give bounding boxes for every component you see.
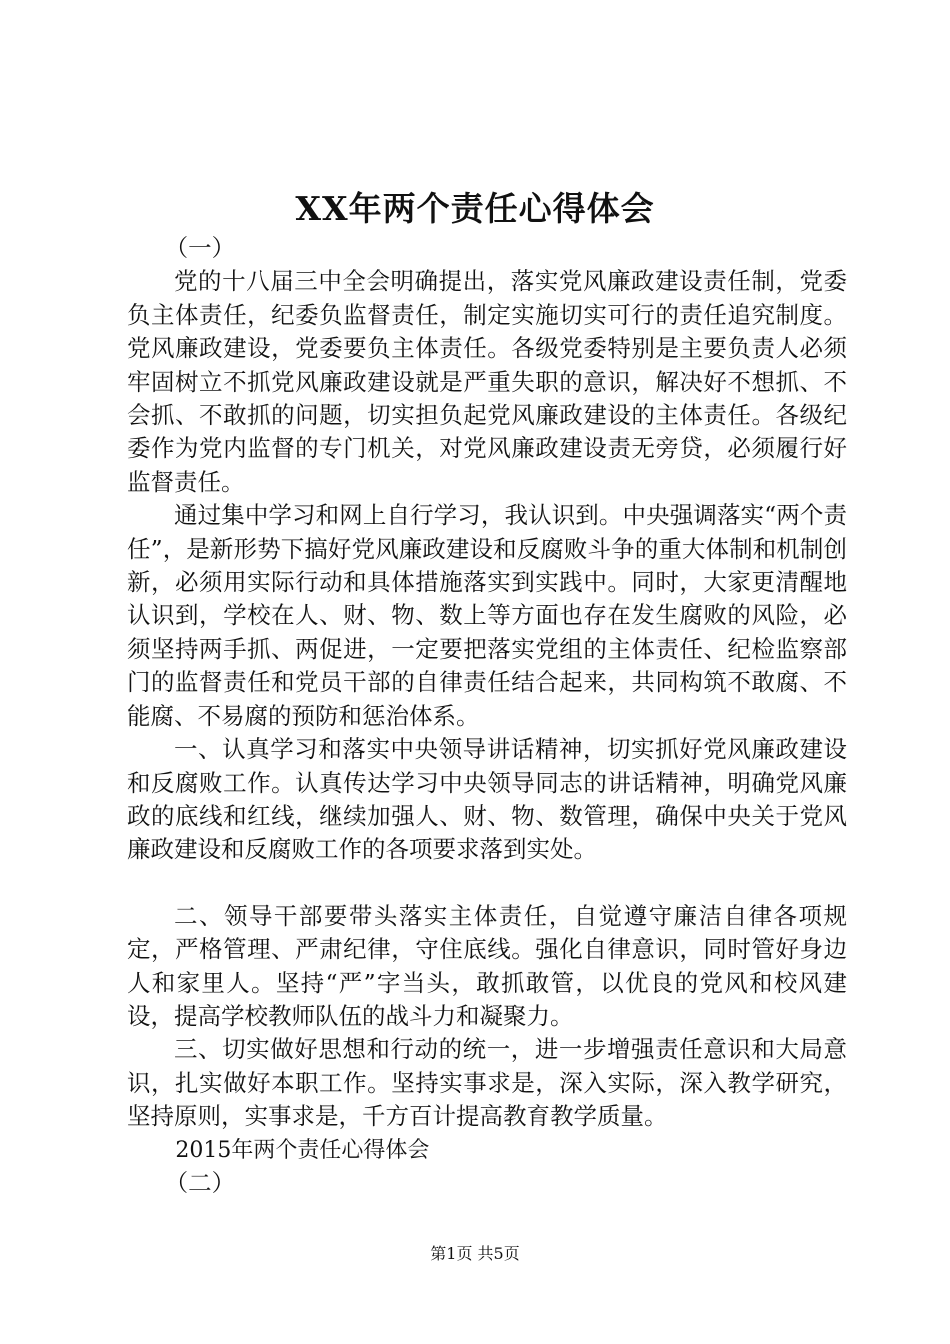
paragraph-gap xyxy=(127,867,847,900)
section-two-title: 2015年两个责任心得体会 xyxy=(175,1137,430,1163)
paragraph-4: 二、领导干部要带头落实主体责任，自觉遵守廉洁自律各项规定，严格管理、严肃纪律，守住底线。强化自律意识，同时管好身边人和家里人。坚持“严”字当头，敢抓敢管，以优良的党风和校风建设，提高学校教师队伍的战斗力和凝聚力。 xyxy=(127,901,847,1030)
paragraph-5: 三、切实做好思想和行动的统一，进一步增强责任意识和大局意识，扎实做好本职工作。坚持实事求是，深入实际，深入教学研究，坚持原则，实事求是，千方百计提高教育教学质量。 xyxy=(127,1035,847,1131)
document-title: XX年两个责任心得体会 xyxy=(295,189,655,228)
document-body xyxy=(127,232,847,1200)
section-two-marker: （二） xyxy=(164,1168,236,1197)
section-one-marker: （一） xyxy=(164,234,236,262)
paragraph-3: 一、认真学习和落实中央领导讲话精神，切实抓好党风廉政建设和反腐败工作。认真传达学习中央领导同志的讲话精神，明确党风廉政的底线和红线，继续加强人、财、物、数管理，确保中央关于党风廉政建设和反腐败工作的各项要求落到实处。 xyxy=(127,735,847,864)
page-number: 第1页 共5页 xyxy=(430,1244,520,1263)
paragraph-2: 通过集中学习和网上自行学习，我认识到。中央强调落实“两个责任”，是新形势下搞好党风廉政建设和反腐败斗争的重大体制和机制创新，必须用实际行动和具体措施落实到实践中。同时，大家更清醒地认识到，学校在人、财、物、数上等方面也存在发生腐败的风险，必须坚持两手抓、两促进，一定要把落实党组的主体责任、纪检监察部门的监督责任和党员干部的自律责任结合起来，共同构筑不敢腐、不能腐、不易腐的预防和惩治体系。 xyxy=(127,501,847,730)
paragraph-1: 党的十八届三中全会明确提出，落实党风廉政建设责任制，党委负主体责任，纪委负监督责任，制定实施切实可行的责任追究制度。党风廉政建设，党委要负主体责任。各级党委特别是主要负责人必须牢固树立不抓党风廉政建设就是严重失职的意识，解决好不想抓、不会抓、不敢抓的问题，切实担负起党风廉政建设的主体责任。各级纪委作为党内监督的专门机关，对党风廉政建设责无旁贷，必须履行好监督责任。 xyxy=(127,267,847,496)
